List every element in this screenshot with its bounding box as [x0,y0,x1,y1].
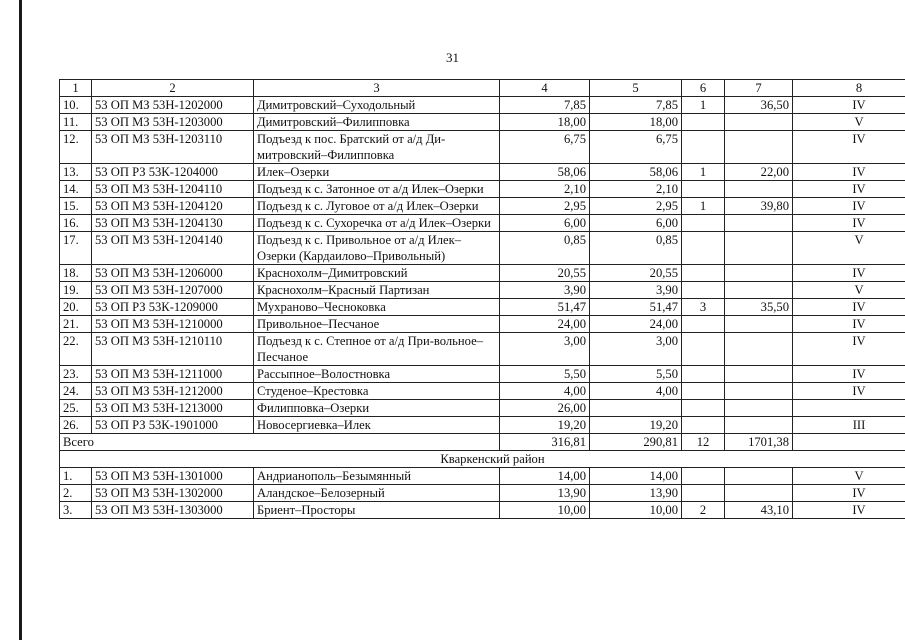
bridges-length-cell [725,215,793,232]
bridges-count-cell [682,316,725,333]
row-number-cell: 12. [60,131,92,164]
bridges-length-cell [725,383,793,400]
header-cell: 3 [254,80,500,97]
road-name-cell: Димитровский–Суходольный [254,97,500,114]
table-row [60,265,905,282]
category-cell [793,400,905,417]
length-total-cell: 5,50 [500,366,590,383]
road-name-cell: Подъезд к с. Затонное от а/д Илек–Озерки [254,181,500,198]
bridges-count-cell [682,282,725,299]
bridges-count-cell [682,333,725,366]
length-paved-cell: 51,47 [590,299,682,316]
road-code-cell: 53 ОП МЗ 53Н-1210000 [92,316,254,333]
row-number-cell: 11. [60,114,92,131]
bridges-count-cell [682,383,725,400]
header-cell: 7 [725,80,793,97]
category-cell: IV [793,383,905,400]
road-name-cell: Димитровский–Филипповка [254,114,500,131]
total-label: Всего [60,434,500,451]
table-row [60,383,905,400]
length-total-cell: 2,95 [500,198,590,215]
row-number-cell: 1. [60,468,92,485]
length-total-cell: 10,00 [500,502,590,519]
length-total-cell: 58,06 [500,164,590,181]
bridges-count-cell [682,215,725,232]
section-title: Кваркенский район [60,451,905,468]
bridges-count-cell: 1 [682,97,725,114]
category-cell: IV [793,485,905,502]
length-paved-cell: 0,85 [590,232,682,265]
bridges-count-cell [682,114,725,131]
row-number-cell: 10. [60,97,92,114]
bridges-length-cell: 43,10 [725,502,793,519]
category-cell: IV [793,316,905,333]
bridges-length-cell [725,316,793,333]
road-name-cell: Рассыпное–Волостновка [254,366,500,383]
bridges-length-cell [725,485,793,502]
table-row [60,485,905,502]
table-row [60,366,905,383]
bridges-count-cell [682,265,725,282]
category-cell: IV [793,333,905,366]
length-total-cell: 0,85 [500,232,590,265]
length-total-cell: 14,00 [500,468,590,485]
length-paved-cell [590,400,682,417]
row-number-cell: 22. [60,333,92,366]
header-row [60,80,905,97]
category-cell: III [793,417,905,434]
road-name-cell: Студеное–Крестовка [254,383,500,400]
category-cell: IV [793,198,905,215]
road-code-cell: 53 ОП МЗ 53Н-1211000 [92,366,254,383]
length-paved-cell: 10,00 [590,502,682,519]
category-cell: V [793,282,905,299]
length-total-cell: 18,00 [500,114,590,131]
length-paved-cell: 14,00 [590,468,682,485]
table-row [60,198,905,215]
length-total-cell: 20,55 [500,265,590,282]
table-row [60,468,905,485]
bridges-count-cell [682,400,725,417]
bridges-count-cell: 3 [682,299,725,316]
length-paved-cell: 6,00 [590,215,682,232]
row-number-cell: 25. [60,400,92,417]
table-row [60,400,905,417]
category-cell: V [793,114,905,131]
table-row [60,164,905,181]
row-number-cell: 19. [60,282,92,299]
table-row [60,316,905,333]
bridges-length-cell [725,333,793,366]
table-row [60,232,905,265]
category-cell: IV [793,181,905,198]
bridges-count-cell [682,232,725,265]
length-total-cell: 2,10 [500,181,590,198]
length-paved-cell: 5,50 [590,366,682,383]
length-paved-cell: 13,90 [590,485,682,502]
row-number-cell: 3. [60,502,92,519]
header-cell: 4 [500,80,590,97]
total-value-cell [793,434,905,451]
row-number-cell: 26. [60,417,92,434]
category-cell: V [793,232,905,265]
length-paved-cell: 58,06 [590,164,682,181]
table-row [60,417,905,434]
row-number-cell: 16. [60,215,92,232]
bridges-length-cell [725,181,793,198]
row-number-cell: 23. [60,366,92,383]
road-code-cell: 53 ОП МЗ 53Н-1203110 [92,131,254,164]
table-row [60,215,905,232]
road-code-cell: 53 ОП МЗ 53Н-1212000 [92,383,254,400]
road-code-cell: 53 ОП МЗ 53Н-1207000 [92,282,254,299]
road-code-cell: 53 ОП МЗ 53Н-1202000 [92,97,254,114]
category-cell: IV [793,502,905,519]
row-number-cell: 18. [60,265,92,282]
bridges-length-cell: 22,00 [725,164,793,181]
road-code-cell: 53 ОП МЗ 53Н-1206000 [92,265,254,282]
category-cell: IV [793,215,905,232]
row-number-cell: 24. [60,383,92,400]
length-paved-cell: 18,00 [590,114,682,131]
table-row [60,333,905,366]
road-code-cell: 53 ОП МЗ 53Н-1303000 [92,502,254,519]
bridges-length-cell: 35,50 [725,299,793,316]
scan-edge-line [19,0,22,640]
road-name-cell: Краснохолм–Димитровский [254,265,500,282]
bridges-length-cell [725,468,793,485]
road-code-cell: 53 ОП МЗ 53Н-1204110 [92,181,254,198]
bridges-length-cell [725,131,793,164]
roads-table [59,79,905,519]
total-value-cell: 290,81 [590,434,682,451]
road-name-cell: Подъезд к с. Сухоречка от а/д Илек–Озерки [254,215,500,232]
road-name-cell: Андрианополь–Безымянный [254,468,500,485]
bridges-count-cell [682,131,725,164]
road-name-cell: Мухраново–Чесноковка [254,299,500,316]
total-row [60,434,905,451]
category-cell: IV [793,97,905,114]
road-name-cell: Аландское–Белозерный [254,485,500,502]
road-name-cell: Краснохолм–Красный Партизан [254,282,500,299]
road-code-cell: 53 ОП МЗ 53Н-1301000 [92,468,254,485]
bridges-length-cell [725,366,793,383]
bridges-length-cell [725,282,793,299]
length-paved-cell: 3,90 [590,282,682,299]
total-value-cell: 316,81 [500,434,590,451]
table-row [60,114,905,131]
length-paved-cell: 3,00 [590,333,682,366]
length-total-cell: 7,85 [500,97,590,114]
row-number-cell: 21. [60,316,92,333]
bridges-count-cell [682,181,725,198]
table-row [60,97,905,114]
category-cell: IV [793,265,905,282]
header-cell: 2 [92,80,254,97]
row-number-cell: 14. [60,181,92,198]
bridges-length-cell [725,114,793,131]
category-cell: IV [793,366,905,383]
bridges-length-cell [725,265,793,282]
length-total-cell: 6,75 [500,131,590,164]
length-paved-cell: 7,85 [590,97,682,114]
table-row [60,131,905,164]
road-name-cell: Филипповка–Озерки [254,400,500,417]
length-paved-cell: 19,20 [590,417,682,434]
road-code-cell: 53 ОП МЗ 53Н-1302000 [92,485,254,502]
bridges-length-cell [725,232,793,265]
bridges-length-cell: 36,50 [725,97,793,114]
category-cell: V [793,468,905,485]
category-cell: IV [793,299,905,316]
row-number-cell: 20. [60,299,92,316]
road-code-cell: 53 ОП МЗ 53Н-1204120 [92,198,254,215]
road-code-cell: 53 ОП РЗ 53К-1901000 [92,417,254,434]
road-name-cell: Подъезд к пос. Братский от а/д Ди-митровский–Филипповка [254,131,500,164]
section-row [60,451,905,468]
length-total-cell: 3,90 [500,282,590,299]
table-row [60,181,905,198]
table-row [60,502,905,519]
length-total-cell: 13,90 [500,485,590,502]
road-code-cell: 53 ОП РЗ 53К-1209000 [92,299,254,316]
bridges-length-cell [725,417,793,434]
total-value-cell: 1701,38 [725,434,793,451]
road-name-cell: Новосергиевка–Илек [254,417,500,434]
length-total-cell: 51,47 [500,299,590,316]
bridges-count-cell [682,485,725,502]
length-paved-cell: 20,55 [590,265,682,282]
length-paved-cell: 4,00 [590,383,682,400]
length-total-cell: 3,00 [500,333,590,366]
road-name-cell: Подъезд к с. Привольное от а/д Илек–Озерки (Кардаилово–Привольный) [254,232,500,265]
road-name-cell: Бриент–Просторы [254,502,500,519]
length-total-cell: 26,00 [500,400,590,417]
road-code-cell: 53 ОП РЗ 53К-1204000 [92,164,254,181]
road-code-cell: 53 ОП МЗ 53Н-1204130 [92,215,254,232]
road-code-cell: 53 ОП МЗ 53Н-1204140 [92,232,254,265]
page-number: 31 [446,50,459,65]
bridges-length-cell [725,400,793,417]
road-code-cell: 53 ОП МЗ 53Н-1210110 [92,333,254,366]
row-number-cell: 17. [60,232,92,265]
length-paved-cell: 2,10 [590,181,682,198]
total-value-cell: 12 [682,434,725,451]
row-number-cell: 2. [60,485,92,502]
bridges-length-cell: 39,80 [725,198,793,215]
bridges-count-cell: 1 [682,198,725,215]
road-code-cell: 53 ОП МЗ 53Н-1203000 [92,114,254,131]
length-total-cell: 19,20 [500,417,590,434]
row-number-cell: 15. [60,198,92,215]
length-total-cell: 4,00 [500,383,590,400]
bridges-count-cell [682,366,725,383]
row-number-cell: 13. [60,164,92,181]
length-paved-cell: 2,95 [590,198,682,215]
table-row [60,282,905,299]
header-cell: 5 [590,80,682,97]
table-row [60,299,905,316]
road-code-cell: 53 ОП МЗ 53Н-1213000 [92,400,254,417]
bridges-count-cell [682,417,725,434]
road-name-cell: Подъезд к с. Луговое от а/д Илек–Озерки [254,198,500,215]
bridges-count-cell: 1 [682,164,725,181]
length-total-cell: 24,00 [500,316,590,333]
road-name-cell: Илек–Озерки [254,164,500,181]
header-cell: 1 [60,80,92,97]
header-cell: 8 [793,80,905,97]
length-total-cell: 6,00 [500,215,590,232]
table-body [60,80,905,519]
bridges-count-cell [682,468,725,485]
header-cell: 6 [682,80,725,97]
category-cell: IV [793,164,905,181]
road-name-cell: Привольное–Песчаное [254,316,500,333]
length-paved-cell: 24,00 [590,316,682,333]
length-paved-cell: 6,75 [590,131,682,164]
road-name-cell: Подъезд к с. Степное от а/д При-вольное–Песчаное [254,333,500,366]
bridges-count-cell: 2 [682,502,725,519]
category-cell: IV [793,131,905,164]
